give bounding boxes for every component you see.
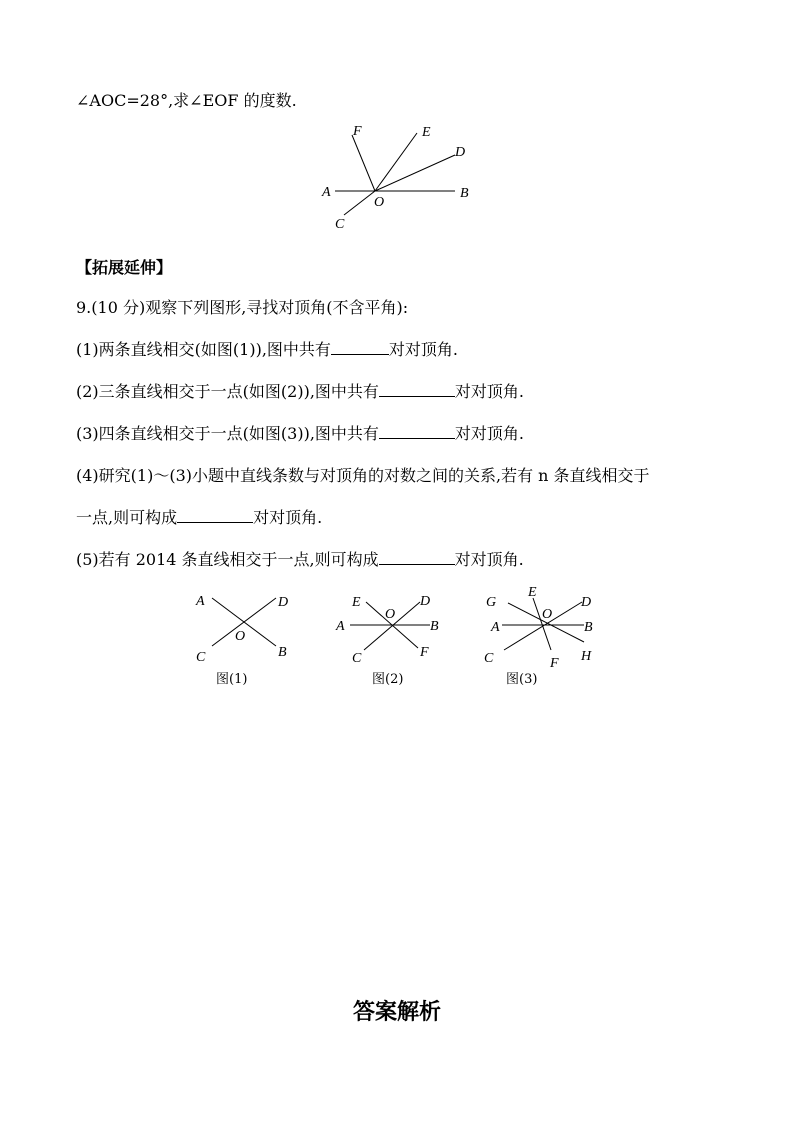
fig1-label-C: C xyxy=(196,650,206,665)
fig2-label-O: O xyxy=(385,607,396,622)
question-4-line1: (4)研究(1)～(3)小题中直线条数与对顶角的对数之间的关系,若有 n 条直线相交于 xyxy=(76,466,650,485)
label-C: C xyxy=(335,217,345,232)
fig3-label-O: O xyxy=(542,607,553,622)
fig1-label-D: D xyxy=(278,595,289,610)
label-F: F xyxy=(353,124,362,139)
answer-blank-3[interactable] xyxy=(379,424,455,439)
fig2-label-D: D xyxy=(420,594,431,609)
q1-text-before: (1)两条直线相交(如图(1)),图中共有 xyxy=(76,340,331,359)
fig2-label-C: C xyxy=(352,651,362,666)
q2-text-after: 对对顶角. xyxy=(454,382,524,401)
fig1-label-A: A xyxy=(196,594,205,609)
label-D: D xyxy=(455,145,466,160)
figure-1 xyxy=(190,588,300,693)
fig1-label-O: O xyxy=(235,629,246,644)
figure-angle-eof xyxy=(315,120,485,235)
answer-blank-5[interactable] xyxy=(379,550,455,565)
fig2-label-A: A xyxy=(336,619,345,634)
fig1-label-B: B xyxy=(278,645,287,660)
fig1-caption: 图(1) xyxy=(216,672,248,687)
problem9-intro: 9.(10 分)观察下列图形,寻找对顶角(不含平角): xyxy=(76,298,409,317)
question-4-line2 xyxy=(76,505,322,528)
q5-text-before: (5)若有 2014 条直线相交于一点,则可构成 xyxy=(76,550,379,569)
fig3-label-E: E xyxy=(528,585,537,600)
fig3-label-F: F xyxy=(550,656,559,671)
figure-2 xyxy=(330,588,450,693)
fig2-label-B: B xyxy=(430,619,439,634)
section-heading: 【拓展延伸】 xyxy=(76,258,173,277)
q4-text-before: 一点,则可构成 xyxy=(76,508,178,527)
fig3-label-A: A xyxy=(491,620,500,635)
problem8-tail: ∠AOC=28°,求∠EOF 的度数. xyxy=(76,91,297,110)
fig2-label-F: F xyxy=(420,645,429,660)
label-E: E xyxy=(422,125,431,140)
label-A: A xyxy=(322,185,331,200)
question-5 xyxy=(76,547,524,570)
answer-blank-1[interactable] xyxy=(331,340,389,355)
fig2-caption: 图(2) xyxy=(372,672,404,687)
fig3-label-H: H xyxy=(581,649,592,664)
q2-text-before: (2)三条直线相交于一点(如图(2)),图中共有 xyxy=(76,382,379,401)
q3-text-before: (3)四条直线相交于一点(如图(3)),图中共有 xyxy=(76,424,379,443)
fig3-label-B: B xyxy=(584,620,593,635)
question-2 xyxy=(76,379,524,402)
q3-text-after: 对对顶角. xyxy=(454,424,524,443)
answer-blank-2[interactable] xyxy=(379,382,455,397)
fig3-label-D: D xyxy=(581,595,592,610)
question-3 xyxy=(76,421,524,444)
answer-title: 答案解析 xyxy=(352,1000,441,1025)
q4-text-after: 对对顶角. xyxy=(253,508,323,527)
question-1 xyxy=(76,337,458,360)
fig3-label-G: G xyxy=(486,595,497,610)
fig3-label-C: C xyxy=(484,651,494,666)
fig2-label-E: E xyxy=(352,595,361,610)
label-O: O xyxy=(374,195,385,210)
q1-text-after: 对对顶角. xyxy=(388,340,458,359)
fig3-caption: 图(3) xyxy=(506,672,538,687)
answer-blank-4[interactable] xyxy=(177,508,253,523)
label-B: B xyxy=(460,186,469,201)
q5-text-after: 对对顶角. xyxy=(454,550,524,569)
figure-3 xyxy=(480,580,610,695)
